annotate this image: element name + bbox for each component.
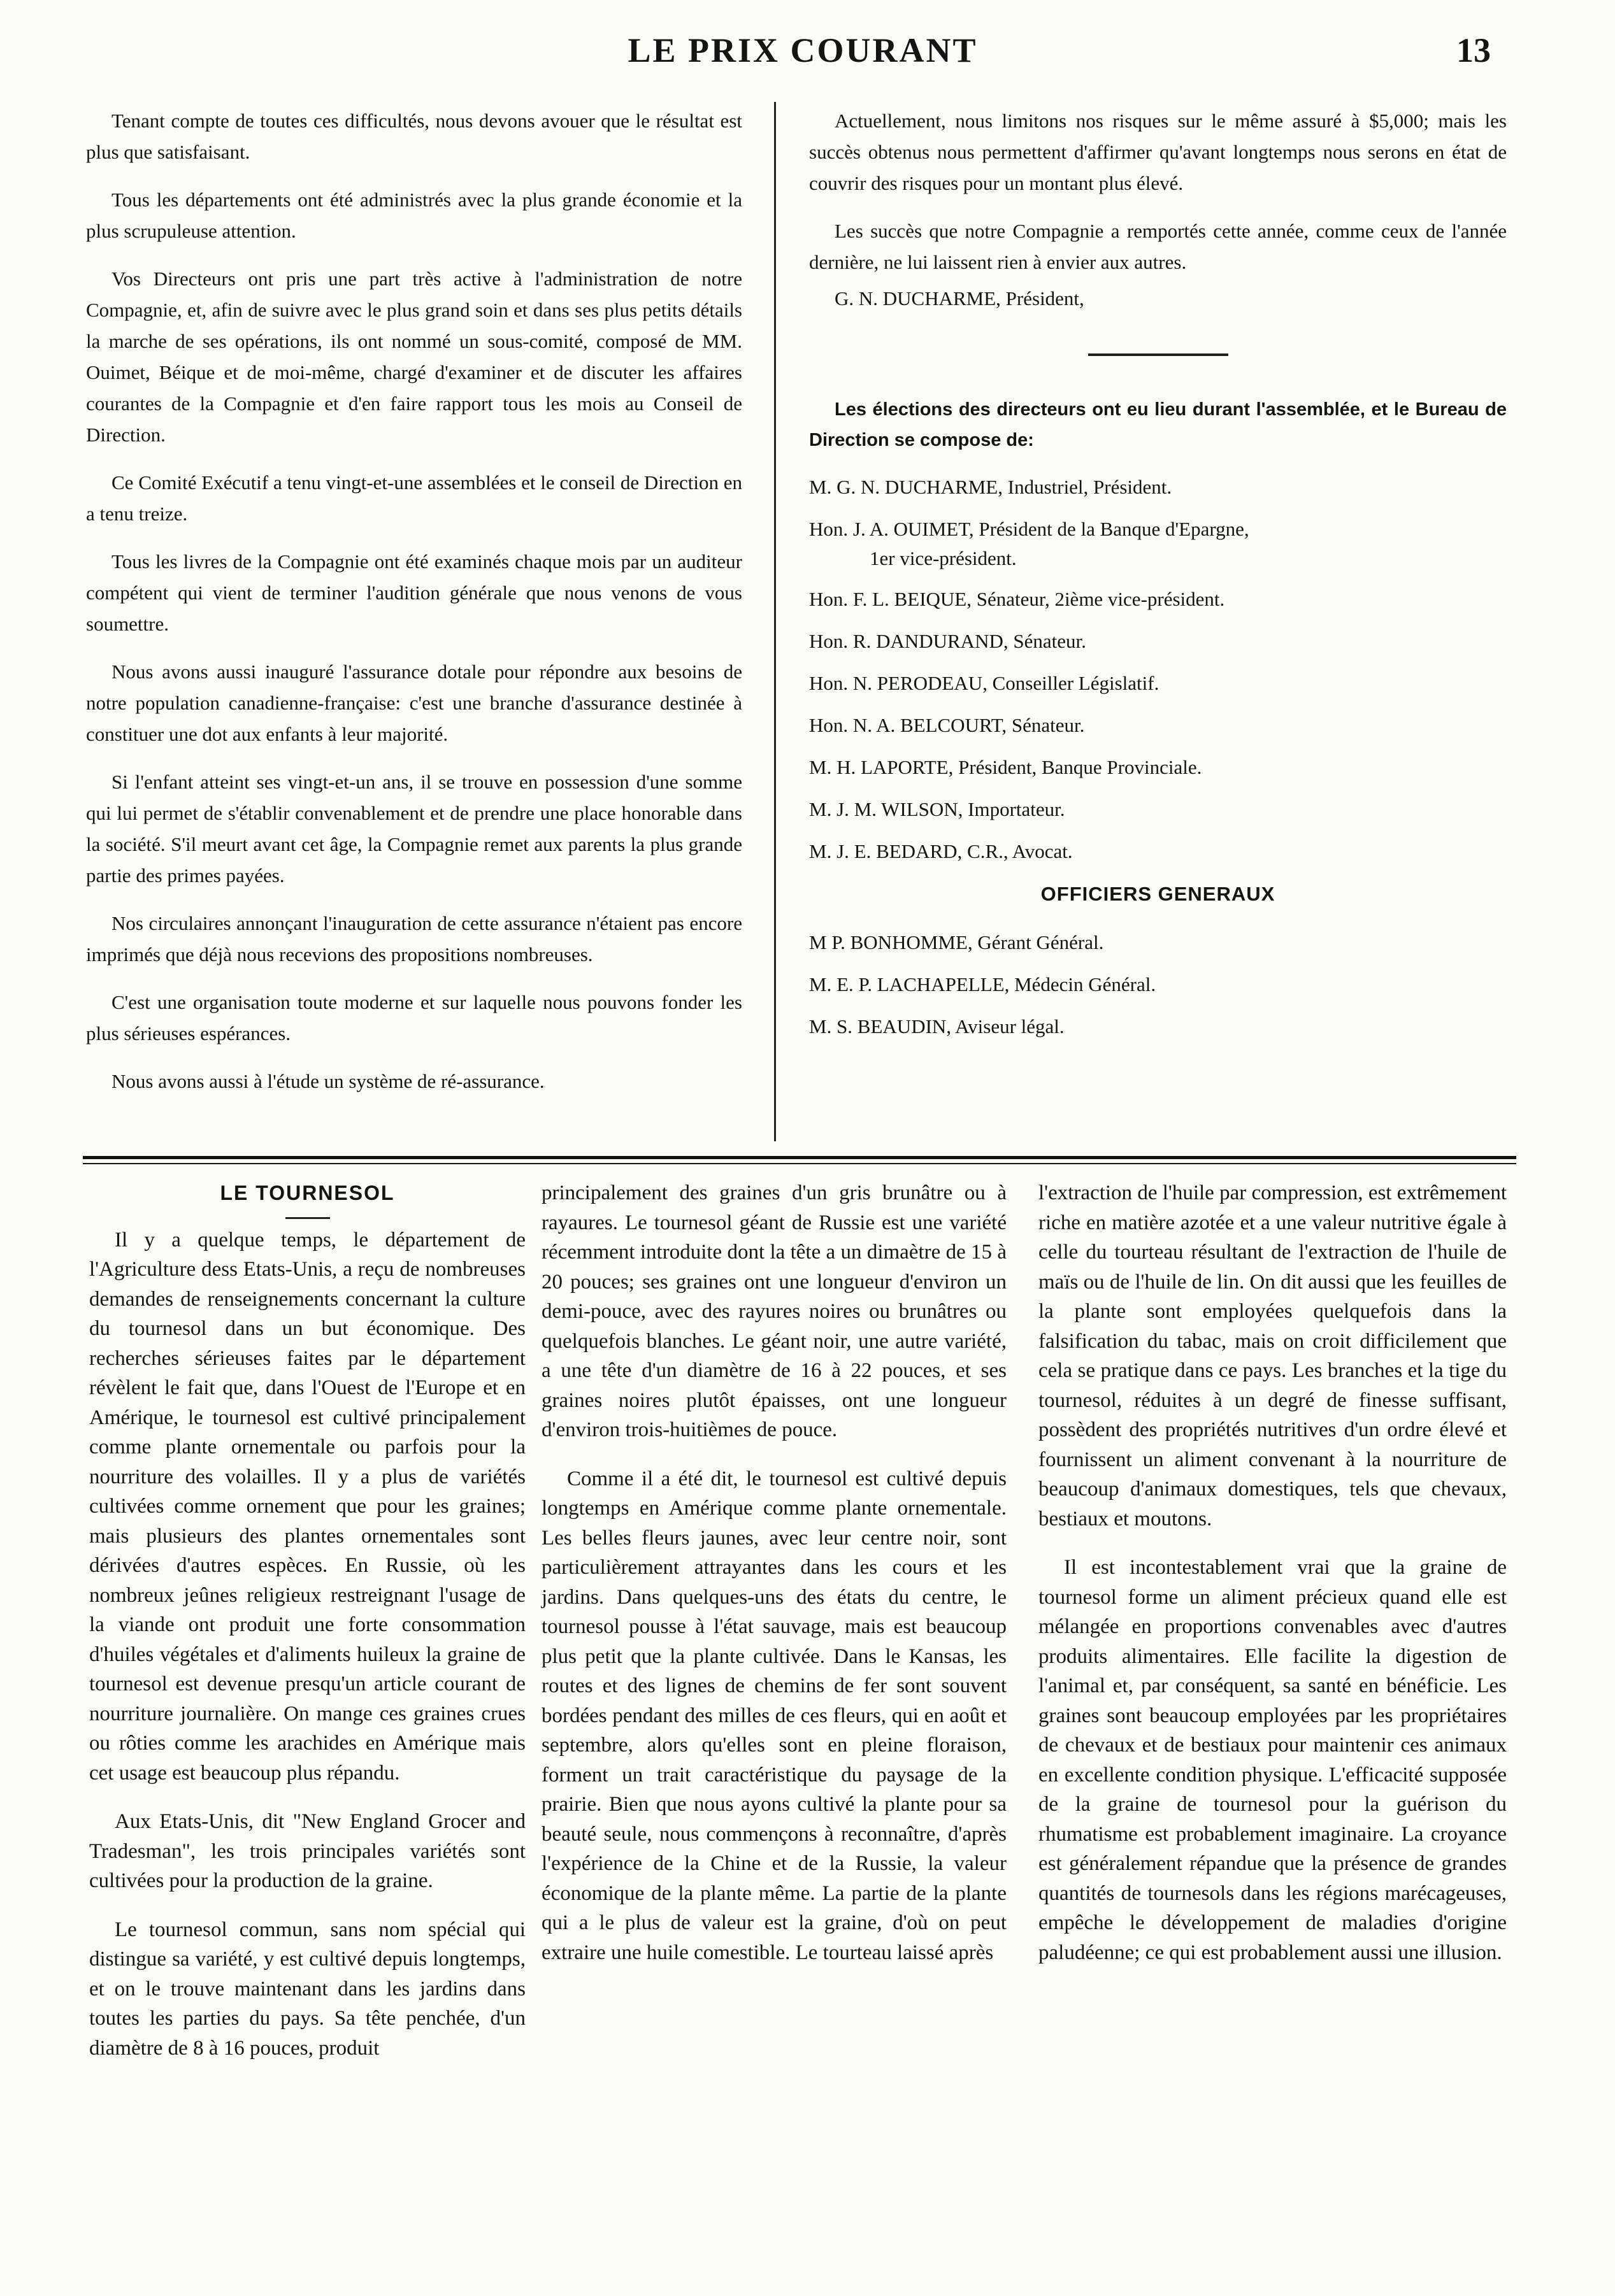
director-entry: [809, 584, 1507, 615]
director-name: M. J. M. WILSON, Importateur.: [809, 798, 1065, 820]
column-divider: [774, 102, 776, 1141]
officer-entry: M. E. P. LACHAPELLE, Médecin Général.: [809, 973, 1156, 995]
article-paragraph: Le tournesol commun, sans nom spécial qui distingue sa variété, y est cultivé depuis longtemps, et on le trouve maintenant dans les jardins dans toutes les parties du pays. Sa tête penchée, d'un diamètre de 8 à 16 pouces, produit: [89, 1918, 526, 2060]
director-entry: [809, 752, 1507, 783]
report-paragraph: Actuellement, nous limitons nos risques sur le même assuré à $5,000; mais les succès obtenus nous permettent d'affirmer qu'avant longtemps nous serons en état de couvrir des risques pour un montant plus élevé.: [809, 110, 1507, 194]
director-name: Hon. F. L. BEIQUE, Sénateur, 2ième vice-président.: [809, 588, 1225, 610]
director-entry: [809, 794, 1507, 825]
report-paragraph: Vos Directeurs ont pris une part très active à l'administration de notre Compagnie, et, afin de suivre avec le plus grand soin et dans ses plus petits détails la marche de ses opérations, ils ont nommé un sous-comité, composé de MM. Ouimet, Béique et de moi-même, chargé d'examiner et de discuter les affaires courantes de la Compagnie et d'en faire rapport tous les mois au Conseil de Direction.: [86, 267, 742, 446]
directors-list: [809, 472, 1507, 867]
article-column-3: [1038, 1178, 1507, 1986]
report-paragraph: Si l'enfant atteint ses vingt-et-un ans, il se trouve en possession d'une somme qui lui permet de s'établir convenablement et de prendre une place honorable dans la société. S'il meurt avant cet âge, la Compagnie remet aux parents la plus grande partie des primes payées.: [86, 771, 742, 887]
director-name: Hon. N. PERODEAU, Conseiller Législatif.: [809, 672, 1159, 694]
officers-heading: OFFICIERS GENERAUX: [1040, 883, 1275, 905]
article-paragraph: Il est incontestablement vrai que la graine de tournesol forme un aliment précieux quand elle est mélangée en proportions convenables avec d'autres produits alimentaires. Elle facilite la digestion de l'animal et, par conséquent, sa santé en bénéficie. Les graines sont beaucoup employées par les propriétaires de chevaux et de bestiaux pour maintenir ces animaux en excellente condition physique. L'efficacité supposée de la graine de tournesol pour la guérison du rhumatisme est probablement imaginaire. La croyance est généralement répandue que la présence de grandes quantités de tournesols dans les régions marécageuses, empêche le développement de maladies d'origine paludéenne; ce qui est probablement aussi une illusion.: [1038, 1556, 1507, 1964]
officer-entry: M P. BONHOMME, Gérant Général.: [809, 931, 1104, 953]
report-column-left: [86, 105, 742, 1113]
section-rule-light: [83, 1163, 1516, 1164]
article-paragraph: principalement des graines d'un gris brunâtre ou à rayaures. Le tournesol géant de Russie est une variété récemment introduite dont la tête a un dimaètre de 15 à 20 pouces; ses graines ont une longueur d'environ un demi-pouce, avec des rayures noires ou brunâtres ou quelquefois blanches. Le géant noir, une autre variété, a une tête d'un diamètre de 16 à 22 pouces, et ses graines noires plutôt épaisses, ont une longueur d'environ trois-huitièmes de pouce.: [542, 1181, 1007, 1441]
title-underline: [285, 1217, 330, 1219]
article-column-2: [542, 1178, 1007, 1986]
director-name: Hon. R. DANDURAND, Sénateur.: [809, 630, 1086, 652]
director-entry: [809, 836, 1507, 867]
director-name: M. G. N. DUCHARME, Industriel, Président.: [809, 476, 1172, 498]
page-number: 13: [1456, 31, 1491, 69]
director-role: 1er vice-président.: [870, 547, 1017, 569]
report-paragraph: Tenant compte de toutes ces difficultés, nous devons avouer que le résultat est plus que satisfaisant.: [86, 110, 742, 163]
report-paragraph: Tous les départements ont été administrés avec la plus grande économie et la plus scrupuleuse attention.: [86, 189, 742, 242]
report-paragraph: Nos circulaires annonçant l'inauguration de cette assurance n'étaient pas encore imprimés que déjà nous recevions des propositions nombreuses.: [86, 912, 742, 966]
section-rule-heavy: [83, 1156, 1516, 1159]
article-paragraph: l'extraction de l'huile par compression, est extrêmement riche en matière azotée et a une valeur nutritive égale à celle du tourteau résultant de l'extraction de l'huile de maïs ou de l'huile de lin. On dit aussi que les feuilles de la plante sont employées quelquefois dans la falsification du tabac, mais on croit difficilement que cela se pratique dans ce pays. Les branches et la tige du tournesol, réduites à un degré de finesse suffisant, possèdent des propriétés nutritives d'un ordre élevé et fournissent un aliment convenant à la nourriture de beaucoup d'animaux domestiques, tels que chevaux, bestiaux et moutons.: [1038, 1181, 1507, 1530]
director-entry: [809, 626, 1507, 657]
article-paragraph: Comme il a été dit, le tournesol est cultivé depuis longtemps en Amérique comme plante ornementale. Les belles fleurs jaunes, avec leur centre noir, sont particulièrement attrayantes dans les cours et les jardins. Dans quelques-uns des états du centre, le tournesol pousse à l'état sauvage, mais est beaucoup plus petit que la plante cultivée. Dans le Kansas, les routes et des lignes de chemins de fer sont souvent bordées pendant des milles de ces fleurs, qui en août et septembre, alors qu'elles sont en pleine floraison, forment un trait caractéristique du paysage de la prairie. Bien que nous ayons cultivé la plante pour sa beauté seule, nous commençons à reconnaître, d'après l'expérience de la Chine et de la Russie, la valeur économique de la plante même. La partie de la plante qui a le plus de valeur est la graine, d'où on peut extraire une huile comestible. Le tourteau laissé après: [542, 1467, 1007, 1964]
report-paragraph: Nous avons aussi inauguré l'assurance dotale pour répondre aux besoins de notre population canadienne-française: c'est une branche d'assurance destinée à constituer une dot aux enfants à leur majorité.: [86, 660, 742, 745]
report-paragraph: Nous avons aussi à l'étude un système de ré-assurance.: [111, 1070, 545, 1092]
officers-list: [809, 927, 1507, 1042]
section-separator: [1088, 353, 1228, 356]
director-entry: [809, 472, 1507, 503]
report-paragraph: C'est une organisation toute moderne et sur laquelle nous pouvons fonder les plus sérieuses espérances.: [86, 991, 742, 1045]
director-entry: [809, 710, 1507, 741]
article-paragraph: Il y a quelque temps, le département de l'Agriculture dess Etats-Unis, a reçu de nombreuses demandes de renseignements concernant la culture du tournesol dans un but économique. Des recherches sérieuses faites par le département révèlent le fait que, dans l'Ouest de l'Europe et en Amérique, le tournesol est cultivé principalement comme plante ornementale ou parfois pour la nourriture des volailles. Il y a plus de variétés cultivées comme ornement que pour les graines; mais plusieurs des plantes ornementales sont dérivées d'autres espèces. En Russie, où les nombreux jeûnes religieux restreignant l'usage de la viande ont produit une forte consommation d'huiles végétales et d'aliments huileux la graine de tournesol est devenue presqu'un article courant de nourriture journalière. On mange ces graines crues ou rôties comme les arachides en Amérique mais cet usage est beaucoup plus répandu.: [89, 1228, 526, 1785]
director-name: Hon. J. A. OUIMET, Président de la Banque d'Epargne,: [809, 518, 1249, 540]
report-paragraph: Tous les livres de la Compagnie ont été examinés chaque mois par un auditeur compétent qui vient de terminer l'audition générale que nous venons de vous soumettre.: [86, 550, 742, 635]
director-entry: [809, 514, 1507, 573]
report-paragraph: Ce Comité Exécutif a tenu vingt-et-une assemblées et le conseil de Direction en a tenu treize.: [86, 471, 742, 525]
article-column-1: [89, 1178, 526, 2082]
director-name: M. J. E. BEDARD, C.R., Avocat.: [809, 840, 1073, 862]
running-title: LE PRIX COURANT: [628, 31, 978, 69]
article-title: LE TOURNESOL: [220, 1181, 395, 1204]
report-column-right: [809, 105, 1507, 1053]
report-paragraph: Les succès que notre Compagnie a remportés cette année, comme ceux de l'année dernière, ne lui laissent rien à envier aux autres.: [809, 220, 1507, 273]
director-name: M. H. LAPORTE, Président, Banque Provinciale.: [809, 756, 1202, 778]
director-entry: [809, 668, 1507, 699]
director-name: Hon. N. A. BELCOURT, Sénateur.: [809, 714, 1085, 736]
article-paragraph: Aux Etats-Unis, dit "New England Grocer and Tradesman", les trois principales variétés sont cultivées pour la production de la graine.: [89, 1810, 526, 1892]
elections-intro: Les élections des directeurs ont eu lieu durant l'assemblée, et le Bureau de Direction se compose de:: [809, 399, 1507, 450]
officer-entry: M. S. BEAUDIN, Aviseur légal.: [809, 1015, 1065, 1037]
president-signature: G. N. DUCHARME, Président,: [835, 287, 1084, 310]
